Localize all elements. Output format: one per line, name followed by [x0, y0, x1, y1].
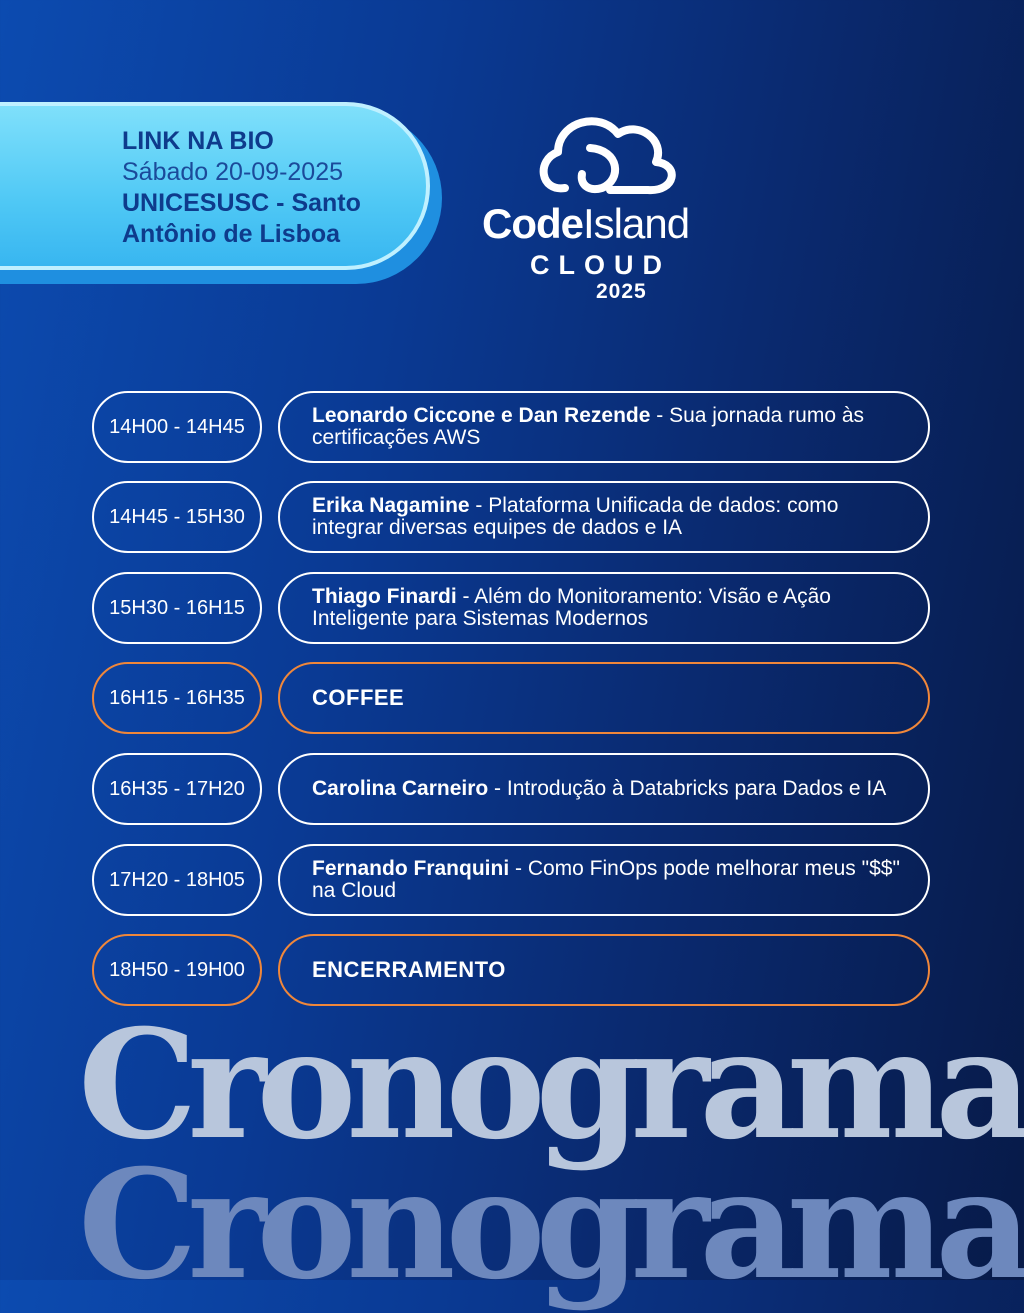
closing-card — [278, 934, 930, 1006]
time-slot: 14H00 - 14H45 — [92, 391, 262, 463]
talk-card — [278, 481, 930, 553]
schedule-row — [92, 753, 932, 825]
speaker-name: Leonardo Ciccone e Dan Rezende — [312, 404, 651, 427]
time-slot: 15H30 - 16H15 — [92, 572, 262, 644]
logo-code: Code — [482, 200, 583, 247]
event-date: Sábado 20-09-2025 — [122, 158, 344, 186]
time-slot: 14H45 - 15H30 — [92, 481, 262, 553]
time-slot: 16H15 - 16H35 — [92, 662, 262, 734]
talk-title: - Além do Monitoramento: Visão e Ação Inteligente para Sistemas Modernos — [312, 585, 831, 630]
schedule-row — [92, 844, 932, 916]
talk-title: - Sua jornada rumo às certificações AWS — [312, 404, 865, 449]
talk-title: - Introdução à Databricks para Dados e IA — [488, 777, 887, 800]
link-in-bio: LINK NA BIO — [122, 127, 274, 155]
event-info — [122, 126, 361, 250]
talk-card — [278, 844, 930, 916]
speaker-name: Fernando Franquini — [312, 857, 510, 880]
event-venue-line1: UNICESUSC - Santo — [122, 189, 361, 217]
speaker-name: Thiago Finardi — [312, 585, 457, 608]
closing-label: ENCERRAMENTO — [312, 957, 506, 982]
time-slot: 17H20 - 18H05 — [92, 844, 262, 916]
page-title-echo: Cronograma — [78, 1137, 1023, 1313]
speaker-name: Carolina Carneiro — [312, 777, 489, 800]
schedule-row — [92, 391, 932, 463]
logo-year: 2025 — [596, 280, 647, 303]
speaker-name: Erika Nagamine — [312, 494, 470, 517]
schedule-row — [92, 481, 932, 553]
talk-title: - Como FinOps pode melhorar meus "$$" na Cloud — [312, 857, 900, 902]
break-card — [278, 662, 930, 734]
talk-card — [278, 753, 930, 825]
break-label: COFFEE — [312, 685, 405, 710]
logo-island: Island — [583, 200, 690, 247]
schedule-row-closing — [92, 934, 932, 1006]
talk-card — [278, 391, 930, 463]
time-slot: 18H50 - 19H00 — [92, 934, 262, 1006]
time-slot: 16H35 - 17H20 — [92, 753, 262, 825]
schedule-row — [92, 572, 932, 644]
page-title: Cronograma — [78, 997, 1023, 1173]
talk-card — [278, 572, 930, 644]
schedule-row-break — [92, 662, 932, 734]
event-venue-line2: Antônio de Lisboa — [122, 220, 341, 248]
talk-title: - Plataforma Unificada de dados: como integrar diversas equipes de dados e IA — [312, 494, 839, 539]
logo-wordmark — [482, 200, 689, 248]
logo-subtitle: CLOUD — [530, 250, 671, 280]
